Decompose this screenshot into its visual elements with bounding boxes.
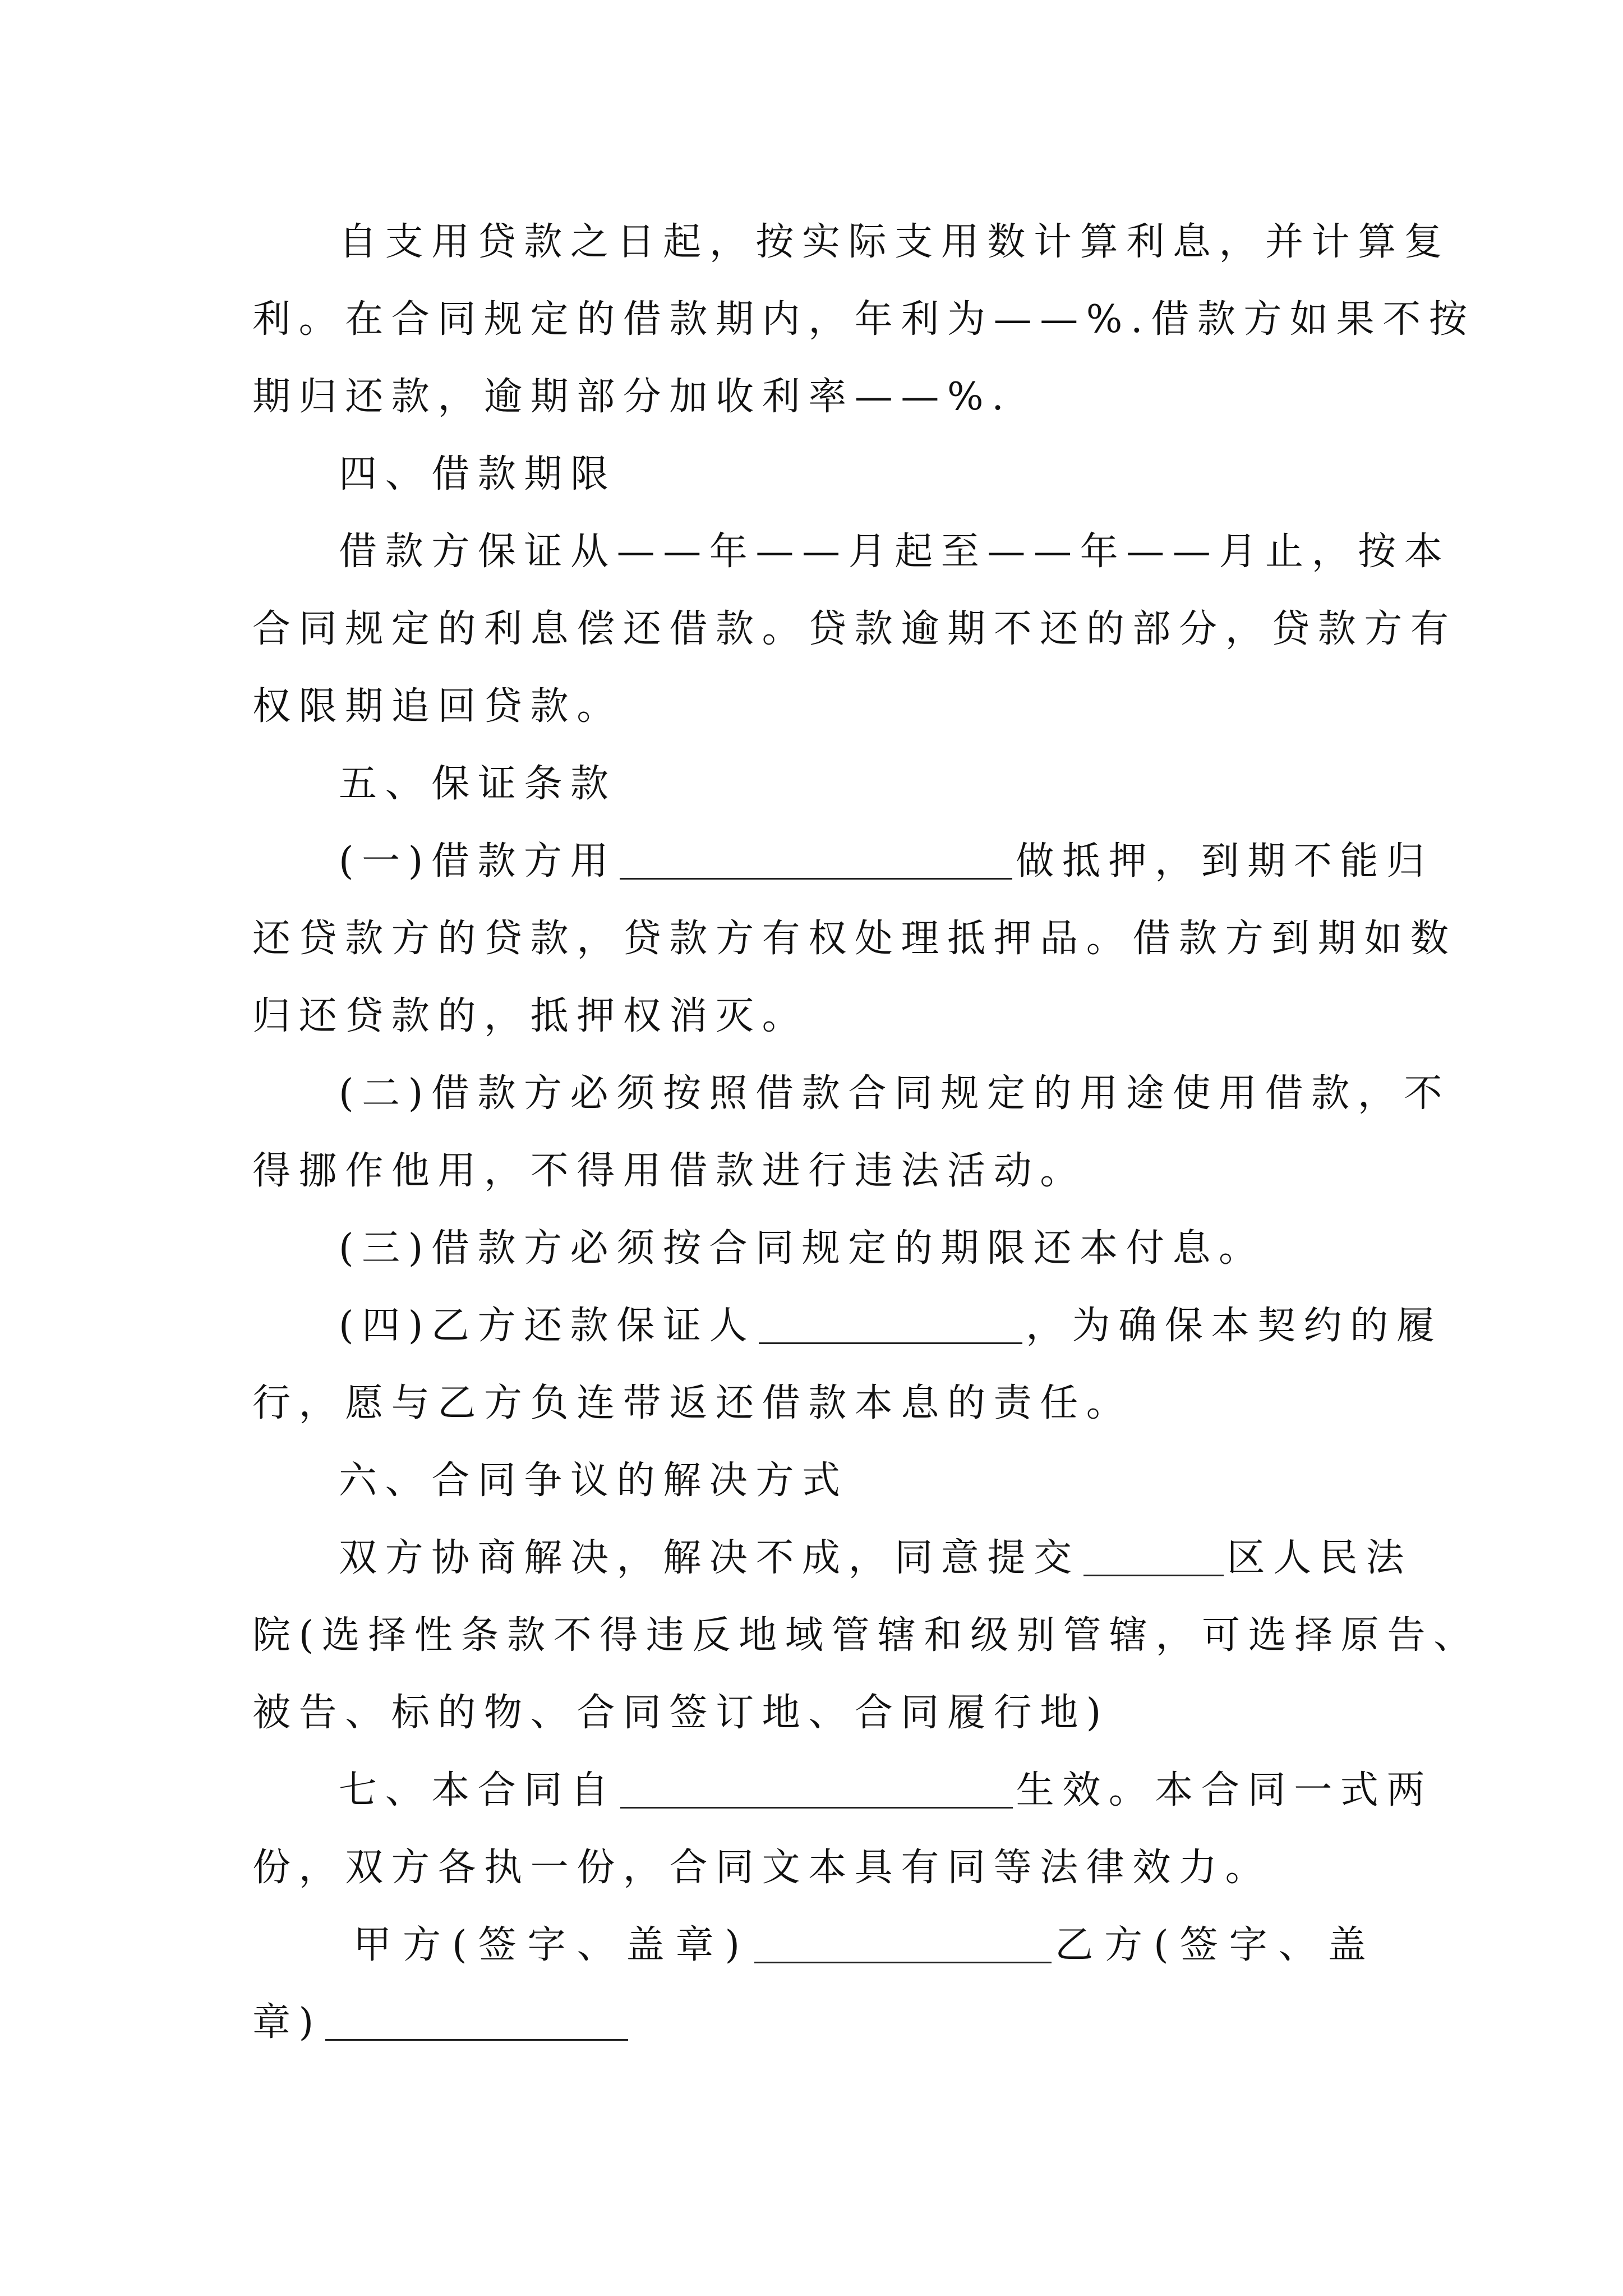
- paragraph-line: 归还贷款的，抵押权消灭。: [252, 994, 809, 1038]
- paragraph-line: 自支用贷款之日起，按实际支用数计算利息，并计算复: [339, 220, 1451, 264]
- paragraph-line: 借款方保证从——年——月起至——年——月止，按本: [339, 530, 1451, 574]
- line-text-after: 区人民法: [1227, 1536, 1413, 1580]
- paragraph-line-with-blank: [339, 1768, 1433, 1812]
- fill-in-blank: [1083, 1573, 1224, 1576]
- section-heading: 四、借款期限: [339, 452, 617, 496]
- fill-in-blank: [620, 1806, 1013, 1809]
- line-text-before: (一)借款方用: [339, 839, 617, 884]
- paragraph-line: 行，愿与乙方负连带返还借款本息的责任。: [252, 1381, 1133, 1425]
- paragraph-line: 得挪作他用，不得用借款进行违法活动。: [252, 1149, 1086, 1193]
- section-heading: 五、保证条款: [339, 762, 617, 806]
- party-a-label: 甲方(签字、盖章): [353, 1923, 751, 1967]
- party-b-label: 乙方(签字、盖: [1055, 1923, 1377, 1967]
- section-heading: 六、合同争议的解决方式: [339, 1458, 849, 1503]
- paragraph-line: (三)借款方必须按合同规定的期限还本付息。: [339, 1226, 1265, 1271]
- line-text-after: 做抵押，到期不能归: [1016, 839, 1433, 884]
- line-text-after: ，为确保本契约的履: [1026, 1304, 1443, 1348]
- party-b-label-end: 章): [252, 2000, 322, 2045]
- line-text-before: 双方协商解决，解决不成，同意提交: [339, 1536, 1080, 1580]
- signature-blank-party-a: [754, 1961, 1052, 1963]
- paragraph-line: 被告、标的物、合同签订地、合同履行地): [252, 1691, 1109, 1735]
- line-text-before: 七、本合同自: [339, 1768, 617, 1812]
- paragraph-line-with-blank: [339, 839, 1433, 884]
- paragraph-line-with-blank: [339, 1304, 1443, 1348]
- paragraph-line: 利。在合同规定的借款期内，年利为——%.借款方如果不按: [252, 297, 1476, 342]
- signature-line-party-b: [252, 2000, 631, 2045]
- line-text-after: 生效。本合同一式两: [1016, 1768, 1433, 1812]
- paragraph-line-with-blank: [339, 1536, 1413, 1580]
- paragraph-line: 份，双方各执一份，合同文本具有同等法律效力。: [252, 1846, 1272, 1890]
- paragraph-line: 合同规定的利息偿还借款。贷款逾期不还的部分，贷款方有: [252, 607, 1457, 651]
- line-text-before: (四)乙方还款保证人: [339, 1304, 756, 1348]
- paragraph-line: 院(选择性条款不得违反地域管辖和级别管辖，可选择原告、: [252, 1613, 1480, 1658]
- paragraph-line: 期归还款，逾期部分加收利率——%.: [252, 375, 1012, 419]
- paragraph-line: 权限期追回贷款。: [252, 684, 623, 729]
- signature-blank-party-b: [325, 2038, 628, 2041]
- paragraph-line: (二)借款方必须按照借款合同规定的用途使用借款，不: [339, 1071, 1451, 1116]
- signature-line-party-a: [353, 1923, 1377, 1967]
- paragraph-line: 还贷款方的贷款，贷款方有权处理抵押品。借款方到期如数: [252, 917, 1457, 961]
- fill-in-blank: [759, 1341, 1022, 1344]
- fill-in-blank: [620, 877, 1012, 880]
